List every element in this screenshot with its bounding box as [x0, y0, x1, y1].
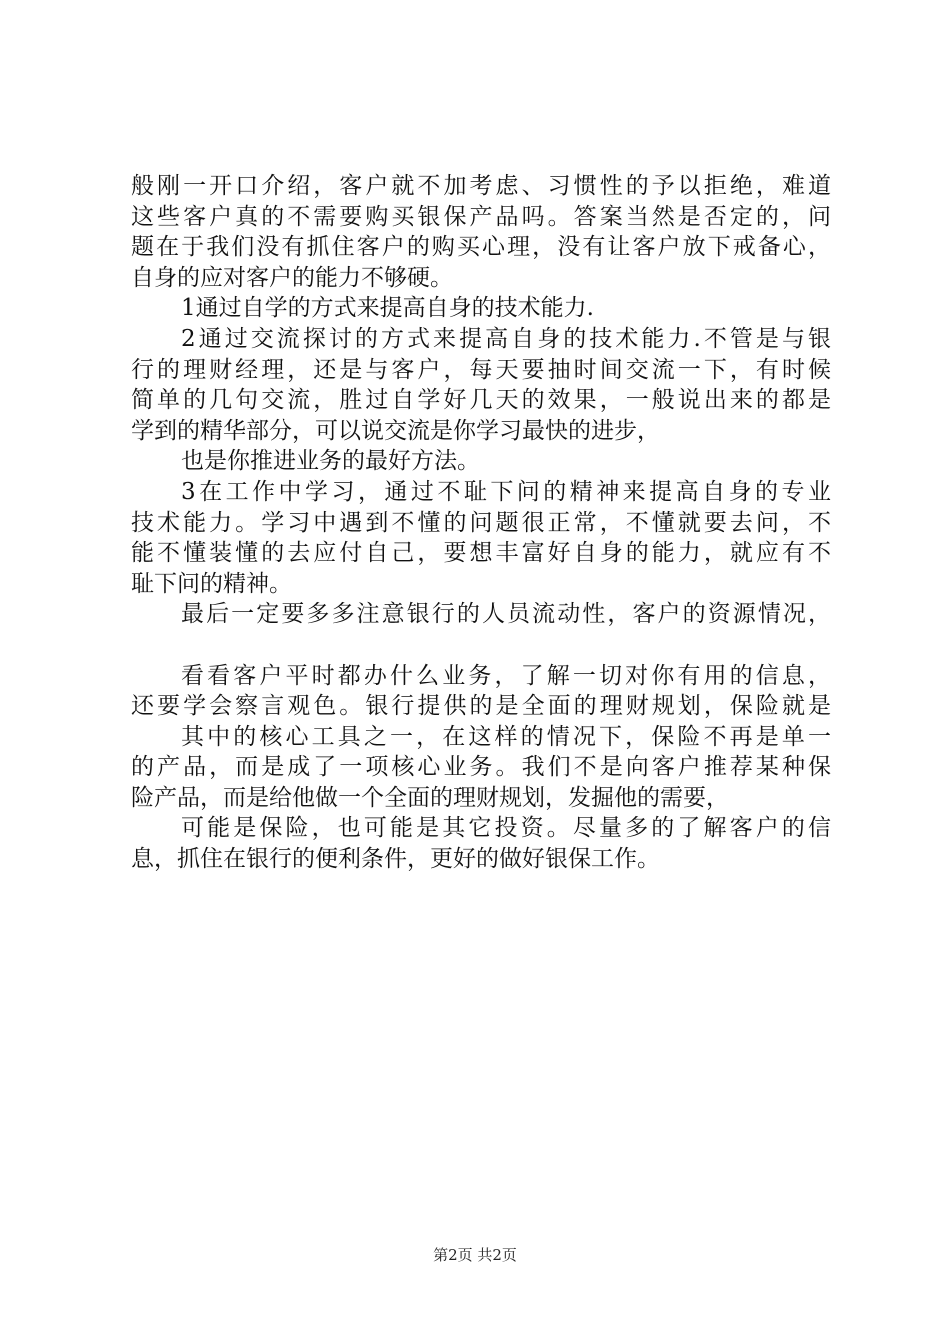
text-line: 能不懂装懂的去应付自己，要想丰富好自身的能力，就应有不 — [131, 540, 831, 567]
text-line: 息，抓住在银行的便利条件，更好的做好银保工作。 — [131, 846, 660, 873]
text-line: 险产品，而是给他做一个全面的理财规划，发掘他的需要， — [131, 784, 729, 811]
text-line: 3在工作中学习，通过不耻下问的精神来提高自身的专业 — [181, 478, 831, 505]
text-line: 1通过自学的方式来提高自身的技术能力. — [181, 295, 594, 322]
text-line: 学到的精华部分，可以说交流是你学习最快的进步， — [131, 417, 660, 444]
text-line: 也是你推进业务的最好方法。 — [181, 448, 480, 475]
text-line: 可能是保险，也可能是其它投资。尽量多的了解客户的信 — [181, 815, 831, 842]
text-line: 这些客户真的不需要购买银保产品吗。答案当然是否定的，问 — [131, 203, 831, 230]
text-line: 其中的核心工具之一，在这样的情况下，保险不再是单一 — [181, 723, 831, 750]
text-line: 般刚一开口介绍，客户就不加考虑、习惯性的予以拒绝，难道 — [131, 173, 831, 199]
text-line: 题在于我们没有抓住客户的购买心理，没有让客户放下戒备心， — [131, 234, 831, 261]
body-text — [131, 171, 831, 875]
text-line: 耻下问的精神。 — [131, 570, 292, 597]
text-line: 的产品，而是成了一项核心业务。我们不是向客户推荐某种保 — [131, 754, 831, 781]
text-line: 自身的应对客户的能力不够硬。 — [131, 264, 453, 291]
paragraph-gap — [131, 630, 831, 661]
text-line: 看看客户平时都办什么业务，了解一切对你有用的信息， — [181, 662, 831, 689]
text-line: 2通过交流探讨的方式来提高自身的技术能力.不管是与银 — [181, 325, 831, 352]
text-line: 最后一定要多多注意银行的人员流动性，客户的资源情况， — [181, 601, 831, 628]
text-line: 技术能力。学习中遇到不懂的问题很正常，不懂就要去问，不 — [131, 509, 831, 536]
text-line: 行的理财经理，还是与客户，每天要抽时间交流一下，有时候 — [131, 356, 831, 383]
text-line: 简单的几句交流，胜过自学好几天的效果，一般说出来的都是 — [131, 387, 831, 414]
page-number-footer: 第2页 共2页 — [433, 1246, 517, 1264]
text-line: 还要学会察言观色。银行提供的是全面的理财规划，保险就是 — [131, 693, 831, 720]
